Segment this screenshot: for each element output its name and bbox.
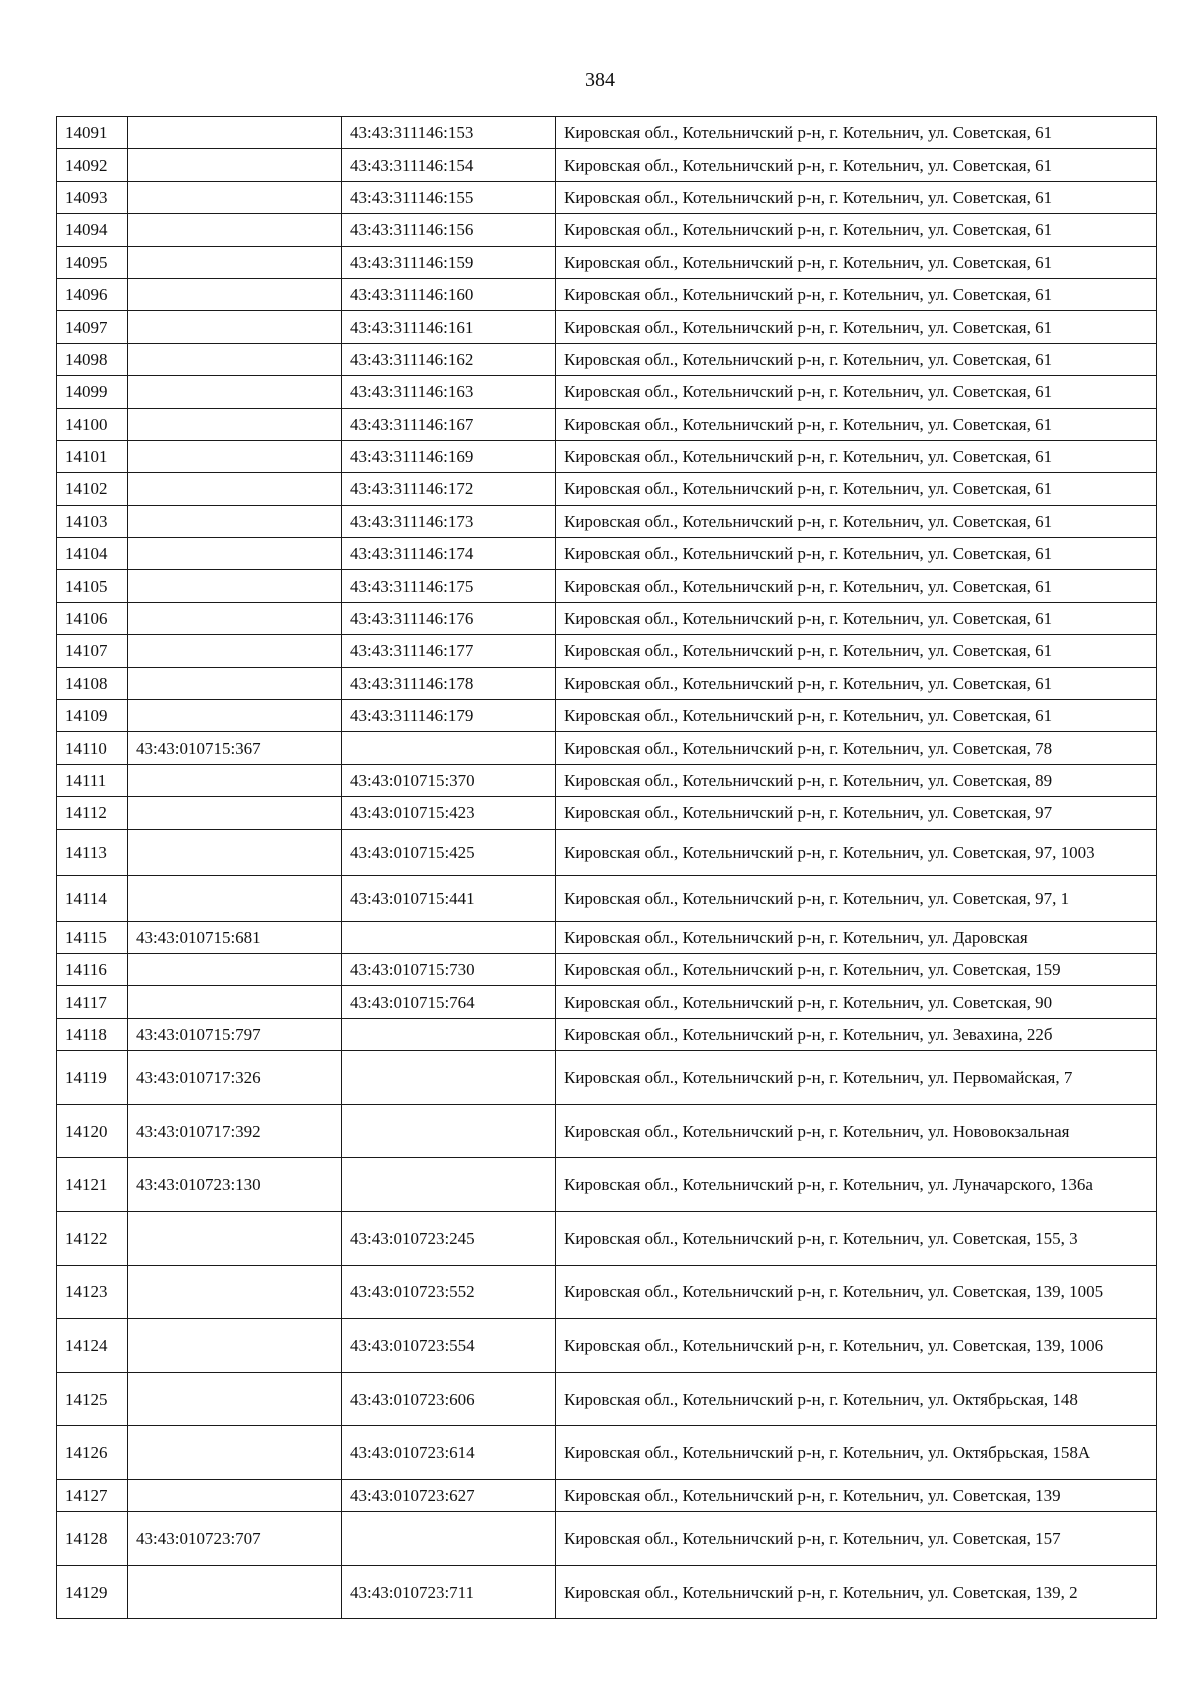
address-cell: Кировская обл., Котельничский р-н, г. Котельнич, ул. Советская, 61 xyxy=(556,635,1157,667)
table-row xyxy=(57,311,1157,343)
table-row xyxy=(57,343,1157,375)
row-number-cell: 14101 xyxy=(57,440,128,472)
table-row xyxy=(57,408,1157,440)
address-cell: Кировская обл., Котельничский р-н, г. Котельнич, ул. Советская, 61 xyxy=(556,570,1157,602)
object-cadastral-number-cell: 43:43:010715:370 xyxy=(342,764,556,796)
registry-table-body xyxy=(57,117,1157,1619)
table-row xyxy=(57,505,1157,537)
row-number-cell: 14117 xyxy=(57,986,128,1018)
cadastral-number-cell xyxy=(128,117,342,149)
address-cell: Кировская обл., Котельничский р-н, г. Котельнич, ул. Советская, 61 xyxy=(556,473,1157,505)
row-number-cell: 14106 xyxy=(57,602,128,634)
address-cell: Кировская обл., Котельничский р-н, г. Котельнич, ул. Нововокзальная xyxy=(556,1104,1157,1158)
table-row xyxy=(57,700,1157,732)
address-cell: Кировская обл., Котельничский р-н, г. Котельнич, ул. Советская, 61 xyxy=(556,700,1157,732)
object-cadastral-number-cell xyxy=(342,1104,556,1158)
object-cadastral-number-cell: 43:43:311146:159 xyxy=(342,246,556,278)
row-number-cell: 14113 xyxy=(57,829,128,875)
row-number-cell: 14105 xyxy=(57,570,128,602)
cadastral-number-cell xyxy=(128,1426,342,1480)
table-row xyxy=(57,764,1157,796)
address-cell: Кировская обл., Котельничский р-н, г. Котельнич, ул. Советская, 61 xyxy=(556,408,1157,440)
row-number-cell: 14102 xyxy=(57,473,128,505)
row-number-cell: 14098 xyxy=(57,343,128,375)
address-cell: Кировская обл., Котельничский р-н, г. Котельнич, ул. Советская, 61 xyxy=(556,667,1157,699)
row-number-cell: 14129 xyxy=(57,1565,128,1619)
row-number-cell: 14111 xyxy=(57,764,128,796)
address-cell: Кировская обл., Котельничский р-н, г. Котельнич, ул. Советская, 61 xyxy=(556,311,1157,343)
cadastral-number-cell: 43:43:010715:367 xyxy=(128,732,342,764)
cadastral-number-cell xyxy=(128,700,342,732)
cadastral-number-cell xyxy=(128,538,342,570)
object-cadastral-number-cell: 43:43:010715:764 xyxy=(342,986,556,1018)
address-cell: Кировская обл., Котельничский р-н, г. Котельнич, ул. Советская, 61 xyxy=(556,376,1157,408)
cadastral-number-cell xyxy=(128,875,342,921)
row-number-cell: 14097 xyxy=(57,311,128,343)
row-number-cell: 14103 xyxy=(57,505,128,537)
table-row xyxy=(57,117,1157,149)
table-row xyxy=(57,1512,1157,1566)
cadastral-number-cell xyxy=(128,214,342,246)
address-cell: Кировская обл., Котельничский р-н, г. Котельнич, ул. Советская, 61 xyxy=(556,343,1157,375)
address-cell: Кировская обл., Котельничский р-н, г. Котельнич, ул. Советская, 61 xyxy=(556,505,1157,537)
address-cell: Кировская обл., Котельничский р-н, г. Котельнич, ул. Советская, 61 xyxy=(556,181,1157,213)
row-number-cell: 14093 xyxy=(57,181,128,213)
table-row xyxy=(57,278,1157,310)
row-number-cell: 14096 xyxy=(57,278,128,310)
table-row xyxy=(57,1479,1157,1511)
cadastral-number-cell xyxy=(128,149,342,181)
table-row xyxy=(57,570,1157,602)
row-number-cell: 14094 xyxy=(57,214,128,246)
object-cadastral-number-cell xyxy=(342,1051,556,1105)
address-cell: Кировская обл., Котельничский р-н, г. Котельнич, ул. Даровская xyxy=(556,921,1157,953)
cadastral-number-cell xyxy=(128,635,342,667)
object-cadastral-number-cell: 43:43:010715:423 xyxy=(342,797,556,829)
cadastral-number-cell: 43:43:010717:392 xyxy=(128,1104,342,1158)
table-row xyxy=(57,875,1157,921)
address-cell: Кировская обл., Котельничский р-н, г. Котельнич, ул. Советская, 155, 3 xyxy=(556,1211,1157,1265)
address-cell: Кировская обл., Котельничский р-н, г. Котельнич, ул. Советская, 139, 2 xyxy=(556,1565,1157,1619)
address-cell: Кировская обл., Котельничский р-н, г. Котельнич, ул. Советская, 90 xyxy=(556,986,1157,1018)
object-cadastral-number-cell: 43:43:010723:606 xyxy=(342,1372,556,1426)
row-number-cell: 14126 xyxy=(57,1426,128,1480)
row-number-cell: 14110 xyxy=(57,732,128,764)
table-row xyxy=(57,1319,1157,1373)
table-row xyxy=(57,1104,1157,1158)
cadastral-number-cell xyxy=(128,570,342,602)
page-number: 384 xyxy=(585,69,615,91)
object-cadastral-number-cell: 43:43:010723:552 xyxy=(342,1265,556,1319)
address-cell: Кировская обл., Котельничский р-н, г. Котельнич, ул. Октябрьская, 148 xyxy=(556,1372,1157,1426)
cadastral-number-cell: 43:43:010717:326 xyxy=(128,1051,342,1105)
address-cell: Кировская обл., Котельничский р-н, г. Котельнич, ул. Зевахина, 22б xyxy=(556,1018,1157,1050)
address-cell: Кировская обл., Котельничский р-н, г. Котельнич, ул. Советская, 97, 1 xyxy=(556,875,1157,921)
table-row xyxy=(57,797,1157,829)
row-number-cell: 14091 xyxy=(57,117,128,149)
object-cadastral-number-cell: 43:43:010723:614 xyxy=(342,1426,556,1480)
object-cadastral-number-cell: 43:43:311146:176 xyxy=(342,602,556,634)
object-cadastral-number-cell: 43:43:311146:153 xyxy=(342,117,556,149)
object-cadastral-number-cell: 43:43:311146:178 xyxy=(342,667,556,699)
row-number-cell: 14107 xyxy=(57,635,128,667)
table-row xyxy=(57,440,1157,472)
cadastral-number-cell xyxy=(128,505,342,537)
object-cadastral-number-cell: 43:43:010723:627 xyxy=(342,1479,556,1511)
address-cell: Кировская обл., Котельничский р-н, г. Котельнич, ул. Советская, 61 xyxy=(556,149,1157,181)
cadastral-number-cell: 43:43:010715:681 xyxy=(128,921,342,953)
table-row xyxy=(57,246,1157,278)
cadastral-number-cell xyxy=(128,311,342,343)
row-number-cell: 14127 xyxy=(57,1479,128,1511)
cadastral-number-cell xyxy=(128,764,342,796)
object-cadastral-number-cell: 43:43:311146:154 xyxy=(342,149,556,181)
object-cadastral-number-cell xyxy=(342,1018,556,1050)
table-row xyxy=(57,829,1157,875)
cadastral-number-cell xyxy=(128,797,342,829)
object-cadastral-number-cell xyxy=(342,732,556,764)
address-cell: Кировская обл., Котельничский р-н, г. Котельнич, ул. Советская, 61 xyxy=(556,246,1157,278)
row-number-cell: 14118 xyxy=(57,1018,128,1050)
object-cadastral-number-cell: 43:43:311146:174 xyxy=(342,538,556,570)
object-cadastral-number-cell: 43:43:311146:172 xyxy=(342,473,556,505)
address-cell: Кировская обл., Котельничский р-н, г. Котельнич, ул. Советская, 97 xyxy=(556,797,1157,829)
table-row xyxy=(57,602,1157,634)
row-number-cell: 14112 xyxy=(57,797,128,829)
object-cadastral-number-cell: 43:43:311146:163 xyxy=(342,376,556,408)
row-number-cell: 14100 xyxy=(57,408,128,440)
row-number-cell: 14092 xyxy=(57,149,128,181)
table-row xyxy=(57,1426,1157,1480)
row-number-cell: 14108 xyxy=(57,667,128,699)
row-number-cell: 14104 xyxy=(57,538,128,570)
object-cadastral-number-cell: 43:43:311146:160 xyxy=(342,278,556,310)
table-row xyxy=(57,376,1157,408)
cadastral-number-cell xyxy=(128,440,342,472)
object-cadastral-number-cell: 43:43:010715:441 xyxy=(342,875,556,921)
address-cell: Кировская обл., Котельничский р-н, г. Котельнич, ул. Первомайская, 7 xyxy=(556,1051,1157,1105)
object-cadastral-number-cell: 43:43:010723:245 xyxy=(342,1211,556,1265)
object-cadastral-number-cell: 43:43:010715:425 xyxy=(342,829,556,875)
address-cell: Кировская обл., Котельничский р-н, г. Котельнич, ул. Советская, 61 xyxy=(556,602,1157,634)
cadastral-number-cell xyxy=(128,829,342,875)
table-row xyxy=(57,986,1157,1018)
table-row xyxy=(57,921,1157,953)
address-cell: Кировская обл., Котельничский р-н, г. Котельнич, ул. Советская, 61 xyxy=(556,538,1157,570)
cadastral-number-cell: 43:43:010723:130 xyxy=(128,1158,342,1212)
table-row xyxy=(57,473,1157,505)
table-row xyxy=(57,149,1157,181)
cadastral-number-cell xyxy=(128,408,342,440)
cadastral-number-cell xyxy=(128,473,342,505)
row-number-cell: 14120 xyxy=(57,1104,128,1158)
cadastral-number-cell xyxy=(128,1319,342,1373)
object-cadastral-number-cell: 43:43:311146:156 xyxy=(342,214,556,246)
object-cadastral-number-cell xyxy=(342,1512,556,1566)
address-cell: Кировская обл., Котельничский р-н, г. Котельнич, ул. Советская, 89 xyxy=(556,764,1157,796)
object-cadastral-number-cell: 43:43:311146:169 xyxy=(342,440,556,472)
cadastral-number-cell xyxy=(128,246,342,278)
cadastral-number-cell xyxy=(128,1265,342,1319)
cadastral-number-cell xyxy=(128,1372,342,1426)
row-number-cell: 14109 xyxy=(57,700,128,732)
cadastral-number-cell xyxy=(128,1479,342,1511)
address-cell: Кировская обл., Котельничский р-н, г. Котельнич, ул. Советская, 78 xyxy=(556,732,1157,764)
object-cadastral-number-cell: 43:43:311146:155 xyxy=(342,181,556,213)
object-cadastral-number-cell xyxy=(342,1158,556,1212)
address-cell: Кировская обл., Котельничский р-н, г. Котельнич, ул. Советская, 61 xyxy=(556,278,1157,310)
address-cell: Кировская обл., Котельничский р-н, г. Котельнич, ул. Советская, 97, 1003 xyxy=(556,829,1157,875)
table-row xyxy=(57,1018,1157,1050)
row-number-cell: 14128 xyxy=(57,1512,128,1566)
cadastral-number-cell xyxy=(128,1565,342,1619)
row-number-cell: 14125 xyxy=(57,1372,128,1426)
address-cell: Кировская обл., Котельничский р-н, г. Котельнич, ул. Советская, 139, 1006 xyxy=(556,1319,1157,1373)
cadastral-number-cell xyxy=(128,278,342,310)
address-cell: Кировская обл., Котельничский р-н, г. Котельнич, ул. Советская, 139 xyxy=(556,1479,1157,1511)
object-cadastral-number-cell: 43:43:311146:161 xyxy=(342,311,556,343)
address-cell: Кировская обл., Котельничский р-н, г. Котельнич, ул. Советская, 61 xyxy=(556,440,1157,472)
cadastral-number-cell: 43:43:010723:707 xyxy=(128,1512,342,1566)
object-cadastral-number-cell xyxy=(342,921,556,953)
cadastral-number-cell xyxy=(128,667,342,699)
address-cell: Кировская обл., Котельничский р-н, г. Котельнич, ул. Луначарского, 136а xyxy=(556,1158,1157,1212)
object-cadastral-number-cell: 43:43:311146:162 xyxy=(342,343,556,375)
table-row xyxy=(57,1565,1157,1619)
registry-table xyxy=(56,116,1157,1619)
cadastral-number-cell xyxy=(128,1211,342,1265)
cadastral-number-cell xyxy=(128,181,342,213)
table-row xyxy=(57,667,1157,699)
table-row xyxy=(57,732,1157,764)
address-cell: Кировская обл., Котельничский р-н, г. Котельнич, ул. Советская, 139, 1005 xyxy=(556,1265,1157,1319)
address-cell: Кировская обл., Котельничский р-н, г. Котельнич, ул. Советская, 61 xyxy=(556,117,1157,149)
table-row xyxy=(57,1211,1157,1265)
address-cell: Кировская обл., Котельничский р-н, г. Котельнич, ул. Советская, 159 xyxy=(556,953,1157,985)
object-cadastral-number-cell: 43:43:010715:730 xyxy=(342,953,556,985)
cadastral-number-cell: 43:43:010715:797 xyxy=(128,1018,342,1050)
cadastral-number-cell xyxy=(128,986,342,1018)
row-number-cell: 14115 xyxy=(57,921,128,953)
row-number-cell: 14124 xyxy=(57,1319,128,1373)
row-number-cell: 14116 xyxy=(57,953,128,985)
row-number-cell: 14099 xyxy=(57,376,128,408)
row-number-cell: 14122 xyxy=(57,1211,128,1265)
table-row xyxy=(57,214,1157,246)
table-row xyxy=(57,181,1157,213)
object-cadastral-number-cell: 43:43:311146:177 xyxy=(342,635,556,667)
object-cadastral-number-cell: 43:43:010723:711 xyxy=(342,1565,556,1619)
table-row xyxy=(57,538,1157,570)
table-row xyxy=(57,635,1157,667)
row-number-cell: 14119 xyxy=(57,1051,128,1105)
row-number-cell: 14095 xyxy=(57,246,128,278)
object-cadastral-number-cell: 43:43:311146:175 xyxy=(342,570,556,602)
row-number-cell: 14121 xyxy=(57,1158,128,1212)
table-row xyxy=(57,1265,1157,1319)
address-cell: Кировская обл., Котельничский р-н, г. Котельнич, ул. Советская, 61 xyxy=(556,214,1157,246)
address-cell: Кировская обл., Котельничский р-н, г. Котельнич, ул. Советская, 157 xyxy=(556,1512,1157,1566)
row-number-cell: 14123 xyxy=(57,1265,128,1319)
cadastral-number-cell xyxy=(128,953,342,985)
table-row xyxy=(57,1158,1157,1212)
address-cell: Кировская обл., Котельничский р-н, г. Котельнич, ул. Октябрьская, 158А xyxy=(556,1426,1157,1480)
table-row xyxy=(57,1051,1157,1105)
cadastral-number-cell xyxy=(128,343,342,375)
object-cadastral-number-cell: 43:43:311146:179 xyxy=(342,700,556,732)
object-cadastral-number-cell: 43:43:311146:173 xyxy=(342,505,556,537)
cadastral-number-cell xyxy=(128,602,342,634)
row-number-cell: 14114 xyxy=(57,875,128,921)
object-cadastral-number-cell: 43:43:010723:554 xyxy=(342,1319,556,1373)
table-row xyxy=(57,1372,1157,1426)
object-cadastral-number-cell: 43:43:311146:167 xyxy=(342,408,556,440)
cadastral-number-cell xyxy=(128,376,342,408)
table-row xyxy=(57,953,1157,985)
